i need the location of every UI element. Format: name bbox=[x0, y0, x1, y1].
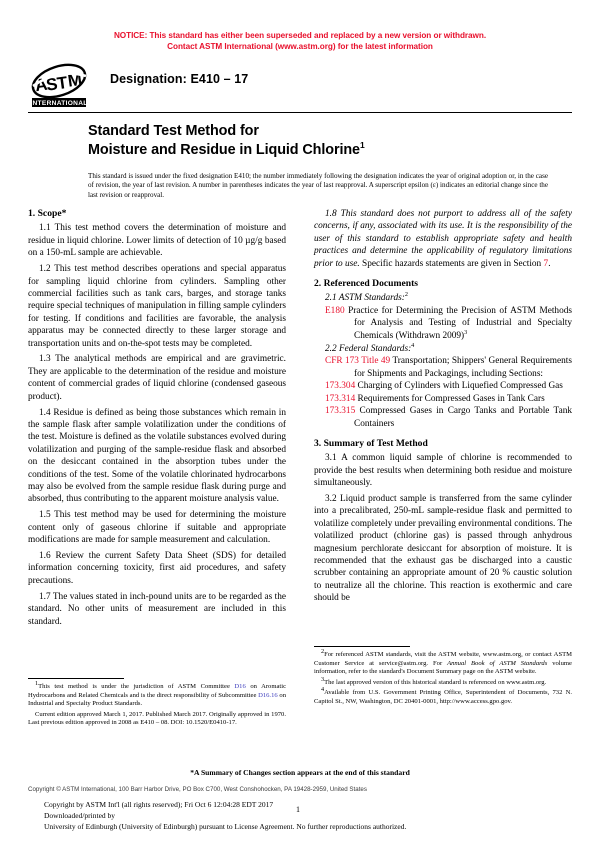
reference-id-link[interactable]: 173.304 bbox=[325, 381, 356, 392]
section-heading-summary: 3. Summary of Test Method bbox=[314, 437, 428, 449]
footnote-2-marker: 2 bbox=[321, 647, 325, 655]
committee-d16-link[interactable]: D16 bbox=[234, 683, 246, 690]
footnote-divider bbox=[28, 678, 124, 679]
svg-text:S: S bbox=[44, 74, 59, 95]
reference-173-314 bbox=[314, 393, 572, 405]
federal-standards-label: 2.2 Federal Standards: bbox=[325, 344, 412, 355]
federal-standards-footnote-marker: 4 bbox=[411, 341, 415, 349]
designation-label: Designation: E410 – 17 bbox=[110, 72, 249, 86]
reference-173-315 bbox=[314, 405, 572, 430]
reference-id-link[interactable]: E180 bbox=[325, 305, 345, 316]
reference-id-link[interactable]: 173.314 bbox=[325, 393, 356, 404]
footnote-4-marker: 4 bbox=[321, 685, 325, 693]
footnote-divider bbox=[314, 646, 410, 647]
reference-title: Practice for Determining the Precision of ASTM Methods for Analysis and Testing of Industrial and Specialty Chemicals (Withdrawn 2009) bbox=[348, 305, 572, 341]
paragraph-1-3: 1.3 The analytical methods are empirical and are gravimetric. They are applicable to the determination of the residue and moisture content of commercial grades of liquid chlorine (condensed gaseous product). bbox=[28, 354, 286, 402]
footnote-2-text-b: volume information, refer to the standard's Document Summary page on the ASTM website. bbox=[314, 659, 572, 675]
footnote-3-text: The last approved version of this historical standard is referenced on www.astm.org. bbox=[324, 678, 547, 686]
svg-text:A: A bbox=[33, 74, 49, 96]
footnote-3-marker: 3 bbox=[321, 675, 325, 683]
page-number: 1 bbox=[296, 805, 300, 814]
svg-text:INTERNATIONAL: INTERNATIONAL bbox=[30, 100, 88, 107]
footnote-4 bbox=[314, 685, 572, 706]
page-title bbox=[88, 122, 548, 159]
standard-issue-note: This standard is issued under the fixed designation E410; the number immediately following the designation indicates the year of original adoption or, in the case of revision, the year of last revision. A number in parentheses indicates the year of last reapproval. A superscript epsilon (ε) indicates an editorial change since the last revision or reapproval. bbox=[88, 172, 548, 199]
header-divider bbox=[28, 112, 572, 113]
footnote-1-marker: 1 bbox=[35, 679, 39, 687]
reference-id-link[interactable]: CFR 173 Title 49 bbox=[325, 356, 391, 367]
title-footnote-marker: 1 bbox=[359, 139, 365, 150]
title-line-1: Standard Test Method for bbox=[88, 123, 259, 139]
left-footnotes bbox=[28, 678, 286, 730]
license-block bbox=[44, 799, 514, 833]
license-line-2: Downloaded/printed by bbox=[44, 811, 116, 821]
subsection-federal-standards bbox=[314, 343, 572, 355]
disclaimer-upright-text: Specific hazards statements are given in Section bbox=[362, 258, 544, 269]
notice-line-2: Contact ASTM International (www.astm.org) for the latest information bbox=[167, 41, 433, 51]
reference-title: Transportation; Shippers' General Requirements for Shipments and Packagings, including Sections: bbox=[354, 356, 572, 379]
astm-logo-icon bbox=[28, 62, 90, 110]
paragraph-1-4: 1.4 Residue is defined as being those substances which remain in the sample flask after sample volatilization under the conditions of the test. Moisture is defined as the volatile substances evolved during volatilization and purging of the sample-residue flask and absorbed on the desiccant contained in the absorption tubes under the conditions of the test. Some of the volatile chlorinated hydrocarbons may also be evolved from the sample residue flask during purge and absorbed, thus contributing to the apparent moisture analysis value. bbox=[28, 407, 286, 505]
masthead bbox=[28, 62, 572, 110]
section-heading-scope: 1. Scope* bbox=[28, 208, 67, 219]
svg-text:T: T bbox=[55, 72, 69, 94]
paragraph-1-1: 1.1 This test method covers the determination of moisture and residue in liquid chlorine. Lower limits of detection of 10 µg/g based on a 150-mL sample are achievable. bbox=[28, 223, 286, 259]
reference-title: Charging of Cylinders with Liquefied Compressed Gas bbox=[357, 381, 563, 392]
paragraph-1-2: 1.2 This test method describes operations and special apparatus for sampling liquid chlorine from cylinders. Sampling other commercial facilities such as tank cars, barges, and storage tanks require special techniques of manipulation in filling sample cylinders for testing. If conditions and facilities are favorable, the analysis apparatus may be connected directly to these larger storage and transportation units and on-the-spot tests may be completed. bbox=[28, 264, 286, 349]
footnote-1-text-c: on Industrial and Specialty Product Standards. bbox=[28, 691, 286, 707]
section-heading-referenced-documents: 2. Referenced Documents bbox=[314, 278, 418, 290]
right-column bbox=[314, 208, 572, 605]
paragraph-1-8 bbox=[314, 208, 572, 270]
withdrawn-notice bbox=[0, 31, 600, 52]
footnote-3 bbox=[314, 675, 572, 688]
left-column bbox=[28, 208, 286, 628]
footnote-2-italic: Annual Book of ASTM Standards bbox=[447, 659, 548, 667]
reference-e180 bbox=[314, 305, 572, 342]
subcommittee-d1616-link[interactable]: D16.16 bbox=[258, 691, 278, 699]
license-line-1: Copyright by ASTM Int'l (all rights reserved); Fri Oct 6 12:04:28 EDT 2017 bbox=[44, 800, 274, 809]
footnote-2-text-a: For referenced ASTM standards, visit the ASTM website, www.astm.org, or contact ASTM Customer Service at service@astm.org. For bbox=[314, 651, 572, 667]
paragraph-1-6: 1.6 Review the current Safety Data Sheet (SDS) for detailed information concerning toxicity, first aid procedures, and safety precautions. bbox=[28, 551, 286, 586]
paragraph-1-7: 1.7 The values stated in inch-pound units are to be regarded as the standard. No other units of measurement are included in this standard. bbox=[28, 591, 286, 627]
section-7-link[interactable]: 7 bbox=[543, 258, 549, 269]
footnote-current-edition: Current edition approved March 1, 2017. Published March 2017. Originally approved in 1970. Last previous edition approved in 2008 as E410 – 08. DOI: 10.1520/E0410-17. bbox=[28, 710, 286, 726]
reference-cfr-173 bbox=[314, 355, 572, 380]
right-footnotes bbox=[314, 646, 572, 708]
reference-173-304 bbox=[314, 380, 572, 392]
disclaimer-italic-text: 1.8 This standard does not purport to address all of the safety concerns, if any, associated with its use. It is the responsibility of the user of this standard to establish appropriate safety and health practices and determine the applicability of regulatory limitations prior to use. bbox=[314, 209, 572, 269]
license-line-3: University of Edinburgh (University of Edinburgh) pursuant to License Agreement. No further reproductions authorized. bbox=[44, 822, 407, 832]
title-block bbox=[88, 122, 548, 200]
copyright-line: Copyright © ASTM International, 100 Barr Harbor Drive, PO Box C700, West Conshohocken, PA 19428-2959, United States bbox=[28, 786, 367, 793]
reference-title: Requirements for Compressed Gases in Tank Cars bbox=[357, 393, 545, 404]
footnote-1-text-b: on Aromatic Hydrocarbons and Related Chemicals and is the direct responsibility of Subcommittee bbox=[28, 683, 286, 699]
subsection-astm-standards bbox=[314, 292, 572, 304]
reference-id-link[interactable]: 173.315 bbox=[325, 406, 356, 417]
disclaimer-period: . bbox=[548, 258, 551, 269]
astm-standards-label: 2.1 ASTM Standards: bbox=[325, 293, 405, 304]
footnote-2 bbox=[314, 647, 572, 677]
reference-title: Compressed Gases in Cargo Tanks and Portable Tank Containers bbox=[354, 406, 572, 429]
paragraph-3-2: 3.2 Liquid product sample is transferred from the same cylinder into a precalibrated, 250-mL sample-residue flask and permitted to volatilize completely under prevailing environmental conditions. The volatilized product (chlorine gas) is passed through anhydrous magnesium perchlorate desiccant for absorption of moisture. It is recommended that the exhaust gas be discharged into a caustic scrubber containing an appropriate amount of 20 % caustic solution to neutralize all the chlorine. This reaction is exothermic and care should be bbox=[314, 494, 572, 604]
footnote-1-text-a: This test method is under the jurisdiction of ASTM Committee bbox=[38, 683, 235, 690]
reference-footnote-marker: 3 bbox=[464, 328, 468, 336]
paragraph-1-5: 1.5 This test method may be used for determining the moisture content only of gaseous chlorine if suitable and appropriate modifications are made for sample measurement and calculation. bbox=[28, 510, 286, 546]
footnote-1 bbox=[28, 679, 286, 709]
paragraph-3-1: 3.1 A common liquid sample of chlorine is recommended to provide the best results when determining both residue and moisture simultaneously. bbox=[314, 453, 572, 489]
summary-of-changes-note: *A Summary of Changes section appears at the end of this standard bbox=[190, 768, 410, 777]
astm-standards-footnote-marker: 2 bbox=[404, 291, 408, 299]
footnote-4-text: Available from U.S. Government Printing Office, Superintendent of Documents, 732 N. Capitol St., NW, Washington, DC 20401-0001, http://www.access.gpo.gov. bbox=[314, 689, 572, 705]
body-columns bbox=[28, 208, 572, 748]
title-line-2: Moisture and Residue in Liquid Chlorine bbox=[88, 141, 360, 158]
notice-line-1: NOTICE: This standard has either been superseded and replaced by a new version or withdrawn. bbox=[113, 31, 487, 40]
svg-text:M: M bbox=[66, 69, 84, 91]
